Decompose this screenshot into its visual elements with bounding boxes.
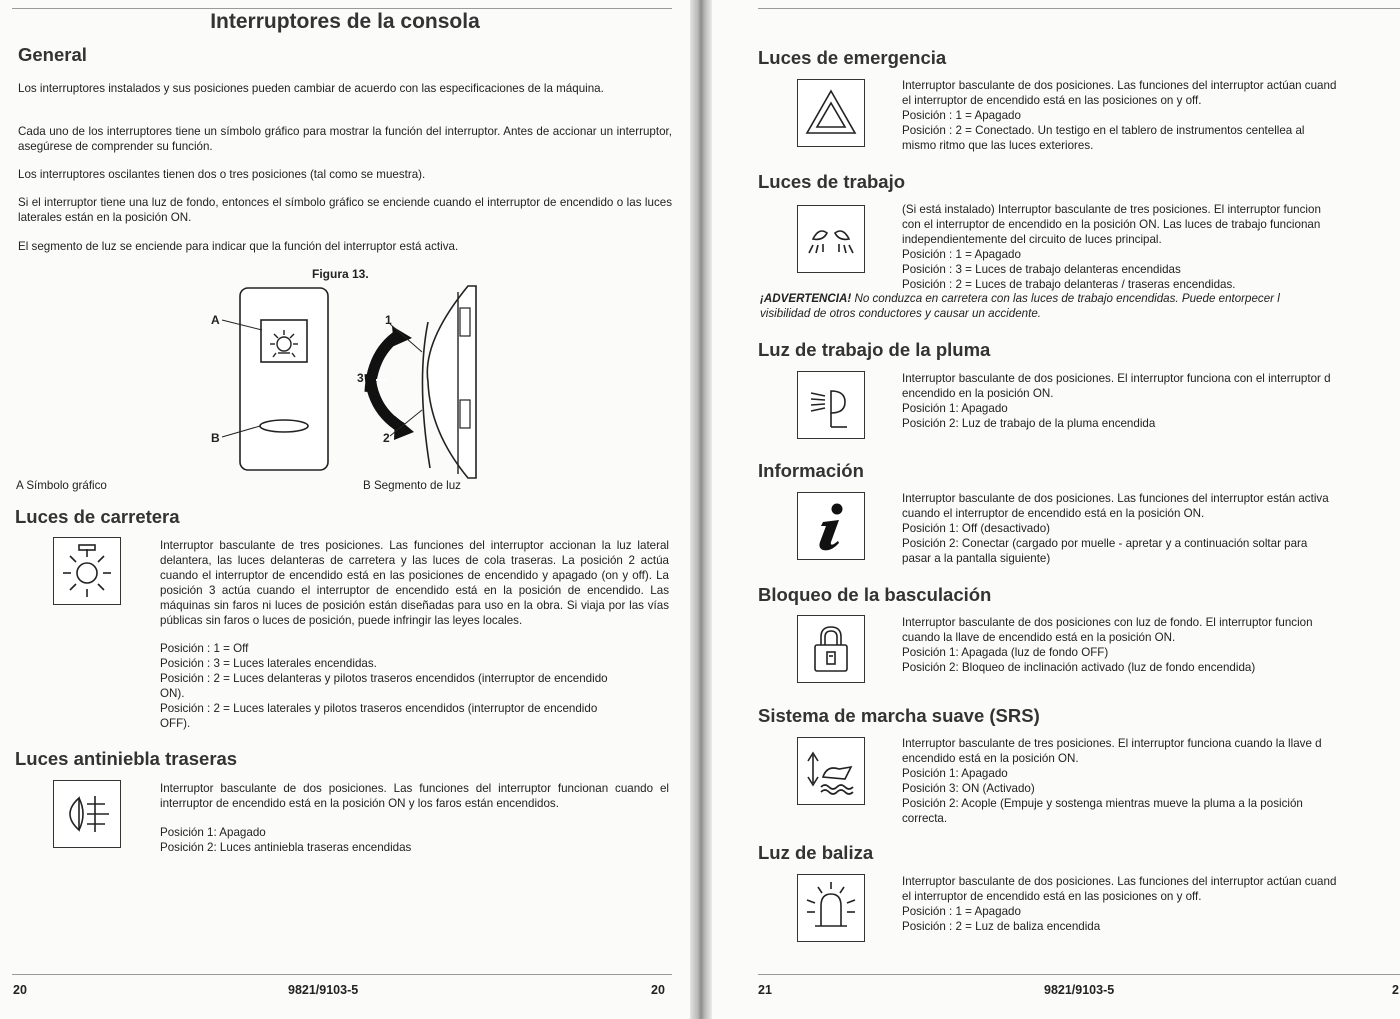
warning-label: ¡ADVERTENCIA! [760,292,852,305]
padlock-icon [797,615,865,683]
luces-trabajo-text [902,202,1321,292]
left-page [0,0,690,1019]
text-line: Posición : 2 = Conectado. Un testigo en el tablero de instrumentos centellea al [902,124,1305,137]
luces-antiniebla-pos-1: Posición 1: Apagado [160,826,266,839]
general-paragraph-3: Los interruptores oscilantes tienen dos o tres posiciones (tal como se muestra). [18,168,426,181]
doc-number: 9821/9103-5 [288,983,359,997]
informacion-text [902,491,1329,566]
luces-emergencia-text [902,78,1336,153]
text-line: Interruptor basculante de dos posiciones. Las funciones del interruptor actúan cuand [902,79,1337,92]
text-line: el interruptor de encendido está en las posiciones on y off. [902,890,1202,903]
page-number-left: 20 [13,983,27,997]
text-line: Posición 2: Conectar (cargado por muelle - apretar y a continuación soltar para [902,537,1308,550]
page-title: Interruptores de la consola [210,10,480,33]
luces-carretera-pos-2-on: Posición : 2 = Luces delanteras y pilotos traseros encendidos (interruptor de encendido ON). [160,672,608,700]
text-line: Interruptor basculante de dos posiciones. El interruptor funciona con el interruptor d [902,372,1331,385]
text-line: Posición : 2 = Luces de trabajo delanteras / traseras encendidas. [902,278,1236,291]
figure-label-3: 3 [357,371,364,385]
text-line: Posición : 2 = Luz de baliza encendida [902,920,1101,933]
top-rule [758,8,1400,9]
text-line: Posición : 3 = Luces de trabajo delanteras encendidas [902,263,1181,276]
page-number-right: 2 [1392,983,1399,997]
text-line: Posición : 1 = Apagado [902,905,1021,918]
text-line: Interruptor basculante de dos posiciones con luz de fondo. El interruptor funcion [902,616,1313,629]
luces-carretera-description: Interruptor basculante de tres posiciones. Las funciones del interruptor accionan la luz lateral delantera, las luces delanteras de carretera y las luces de cola traseras. La posición 2 actúa cuando el interruptor de encendido está en las posiciones de encendido y apagado (on y off). La posición 3 actúa cuando el interruptor de encendido está en la posición de encendido. Las máquinas sin faros ni luces de posición están diseñadas para uso en la obra. Si viaja por las vías públicas sin faros o luces de posición, puede infringir las leyes locales. [160,539,669,627]
text-line: Posición 1: Apagada (luz de fondo OFF) [902,646,1109,659]
text-line: Posición 1: Off (desactivado) [902,522,1051,535]
doc-number: 9821/9103-5 [1044,983,1115,997]
text-line: Posición 1: Apagado [902,767,1008,780]
smooth-ride-icon [797,737,865,805]
text-line: Posición : 1 = Apagado [902,109,1021,122]
rear-fog-light-icon [53,780,121,848]
srs-text [902,736,1322,826]
general-paragraph-2: Cada uno de los interruptores tiene un símbolo gráfico para mostrar la función del interruptor. Antes de accionar un interruptor, asegúrese de comprender su función. [18,125,672,153]
footer-rule [12,974,672,975]
information-icon [797,492,865,560]
text-line: Posición 2: Acople (Empuje y sostenga mientras mueve la pluma a la posición [902,797,1303,810]
luces-antiniebla-heading: Luces antiniebla traseras [15,748,238,769]
text-line: Interruptor basculante de dos posiciones. Las funciones del interruptor actúan cuand [902,875,1337,888]
work-lights-icon [797,205,865,273]
luces-carretera-pos-1: Posición : 1 = Off [160,642,249,655]
figure-label-a: A [211,313,220,327]
luces-carretera-heading: Luces de carretera [15,506,180,527]
srs-heading: Sistema de marcha suave (SRS) [758,705,1040,726]
text-line: encendido está en la posición ON. [902,752,1079,765]
book-gutter [690,0,712,1019]
warning-text-2: visibilidad de otros conductores y causar un accidente. [760,307,1041,320]
baliza-text [902,874,1336,934]
text-line: Posición 1: Apagado [902,402,1008,415]
page-number-left: 21 [758,983,772,997]
figure-legend-a: A Símbolo gráfico [16,479,107,492]
bloqueo-heading: Bloqueo de la basculación [758,584,992,605]
figure-legend-b: B Segmento de luz [363,479,461,492]
boom-work-light-icon [797,371,865,439]
text-line: independientemente del circuito de luces principal. [902,233,1162,246]
general-paragraph-5: El segmento de luz se enciende para indicar que la función del interruptor está activa. [18,240,459,253]
informacion-heading: Información [758,460,864,481]
figure-label-2: 2 [383,431,390,445]
beacon-light-icon [797,874,865,942]
figure-label-1: 1 [385,313,392,327]
luz-pluma-text [902,371,1331,431]
luces-trabajo-warning [760,291,1280,321]
bloqueo-text [902,615,1313,675]
warning-text: No conduzca en carretera con las luces de trabajo encendidas. Puede entorpecer l [851,292,1280,305]
text-line: el interruptor de encendido está en las posiciones on y off. [902,94,1202,107]
general-paragraph-4: Si el interruptor tiene una luz de fondo, entonces el símbolo gráfico se enciende cuando el interruptor de encendido o las luces laterales están en la posición ON. [18,196,672,224]
headlight-sun-icon [53,537,121,605]
luz-pluma-heading: Luz de trabajo de la pluma [758,339,991,360]
text-line: cuando la llave de encendido está en la posición ON. [902,631,1176,644]
page-number-right: 20 [651,983,665,997]
text-line: Posición : 1 = Apagado [902,248,1021,261]
text-line: Interruptor basculante de dos posiciones. Las funciones del interruptor están activa [902,492,1329,505]
rocker-switch-figure [200,282,500,482]
top-rule [12,8,672,9]
figure-caption: Figura 13. [312,267,369,281]
luces-emergencia-heading: Luces de emergencia [758,47,947,68]
luces-antiniebla-description: Interruptor basculante de dos posiciones. Las funciones del interruptor funcionan cuando el interruptor de encendido está en la posición ON y los faros están encendidos. [160,782,669,810]
general-heading: General [18,44,87,65]
luces-carretera-pos-3: Posición : 3 = Luces laterales encendidas. [160,657,377,670]
text-line: pasar a la pantalla siguiente) [902,552,1051,565]
luces-trabajo-heading: Luces de trabajo [758,171,906,192]
general-paragraph-1: Los interruptores instalados y sus posiciones pueden cambiar de acuerdo con las especificaciones de la máquina. [18,82,604,95]
figure-label-b: B [211,431,220,445]
text-line: encendido en la posición ON. [902,387,1054,400]
text-line: Posición 3: ON (Activado) [902,782,1035,795]
text-line: Posición 2: Luz de trabajo de la pluma encendida [902,417,1156,430]
text-line: (Si está instalado) Interruptor basculante de tres posiciones. El interruptor funcion [902,203,1321,216]
footer-rule [758,974,1400,975]
text-line: cuando el interruptor de encendido está en la posición ON. [902,507,1205,520]
text-line: Posición 2: Bloqueo de inclinación activado (luz de fondo encendida) [902,661,1256,674]
text-line: Interruptor basculante de tres posiciones. El interruptor funciona cuando la llave d [902,737,1322,750]
hazard-triangle-icon [797,79,865,147]
right-page [712,0,1400,1019]
text-line: con el interruptor de encendido en la posición ON. Las luces de trabajo funcionan [902,218,1321,231]
text-line: correcta. [902,812,948,825]
baliza-heading: Luz de baliza [758,842,874,863]
luces-antiniebla-pos-2: Posición 2: Luces antiniebla traseras encendidas [160,841,412,854]
luces-carretera-pos-2-off: Posición : 2 = Luces laterales y pilotos traseros encendidos (interruptor de encendido OFF). [160,702,598,730]
text-line: mismo ritmo que las luces exteriores. [902,139,1094,152]
